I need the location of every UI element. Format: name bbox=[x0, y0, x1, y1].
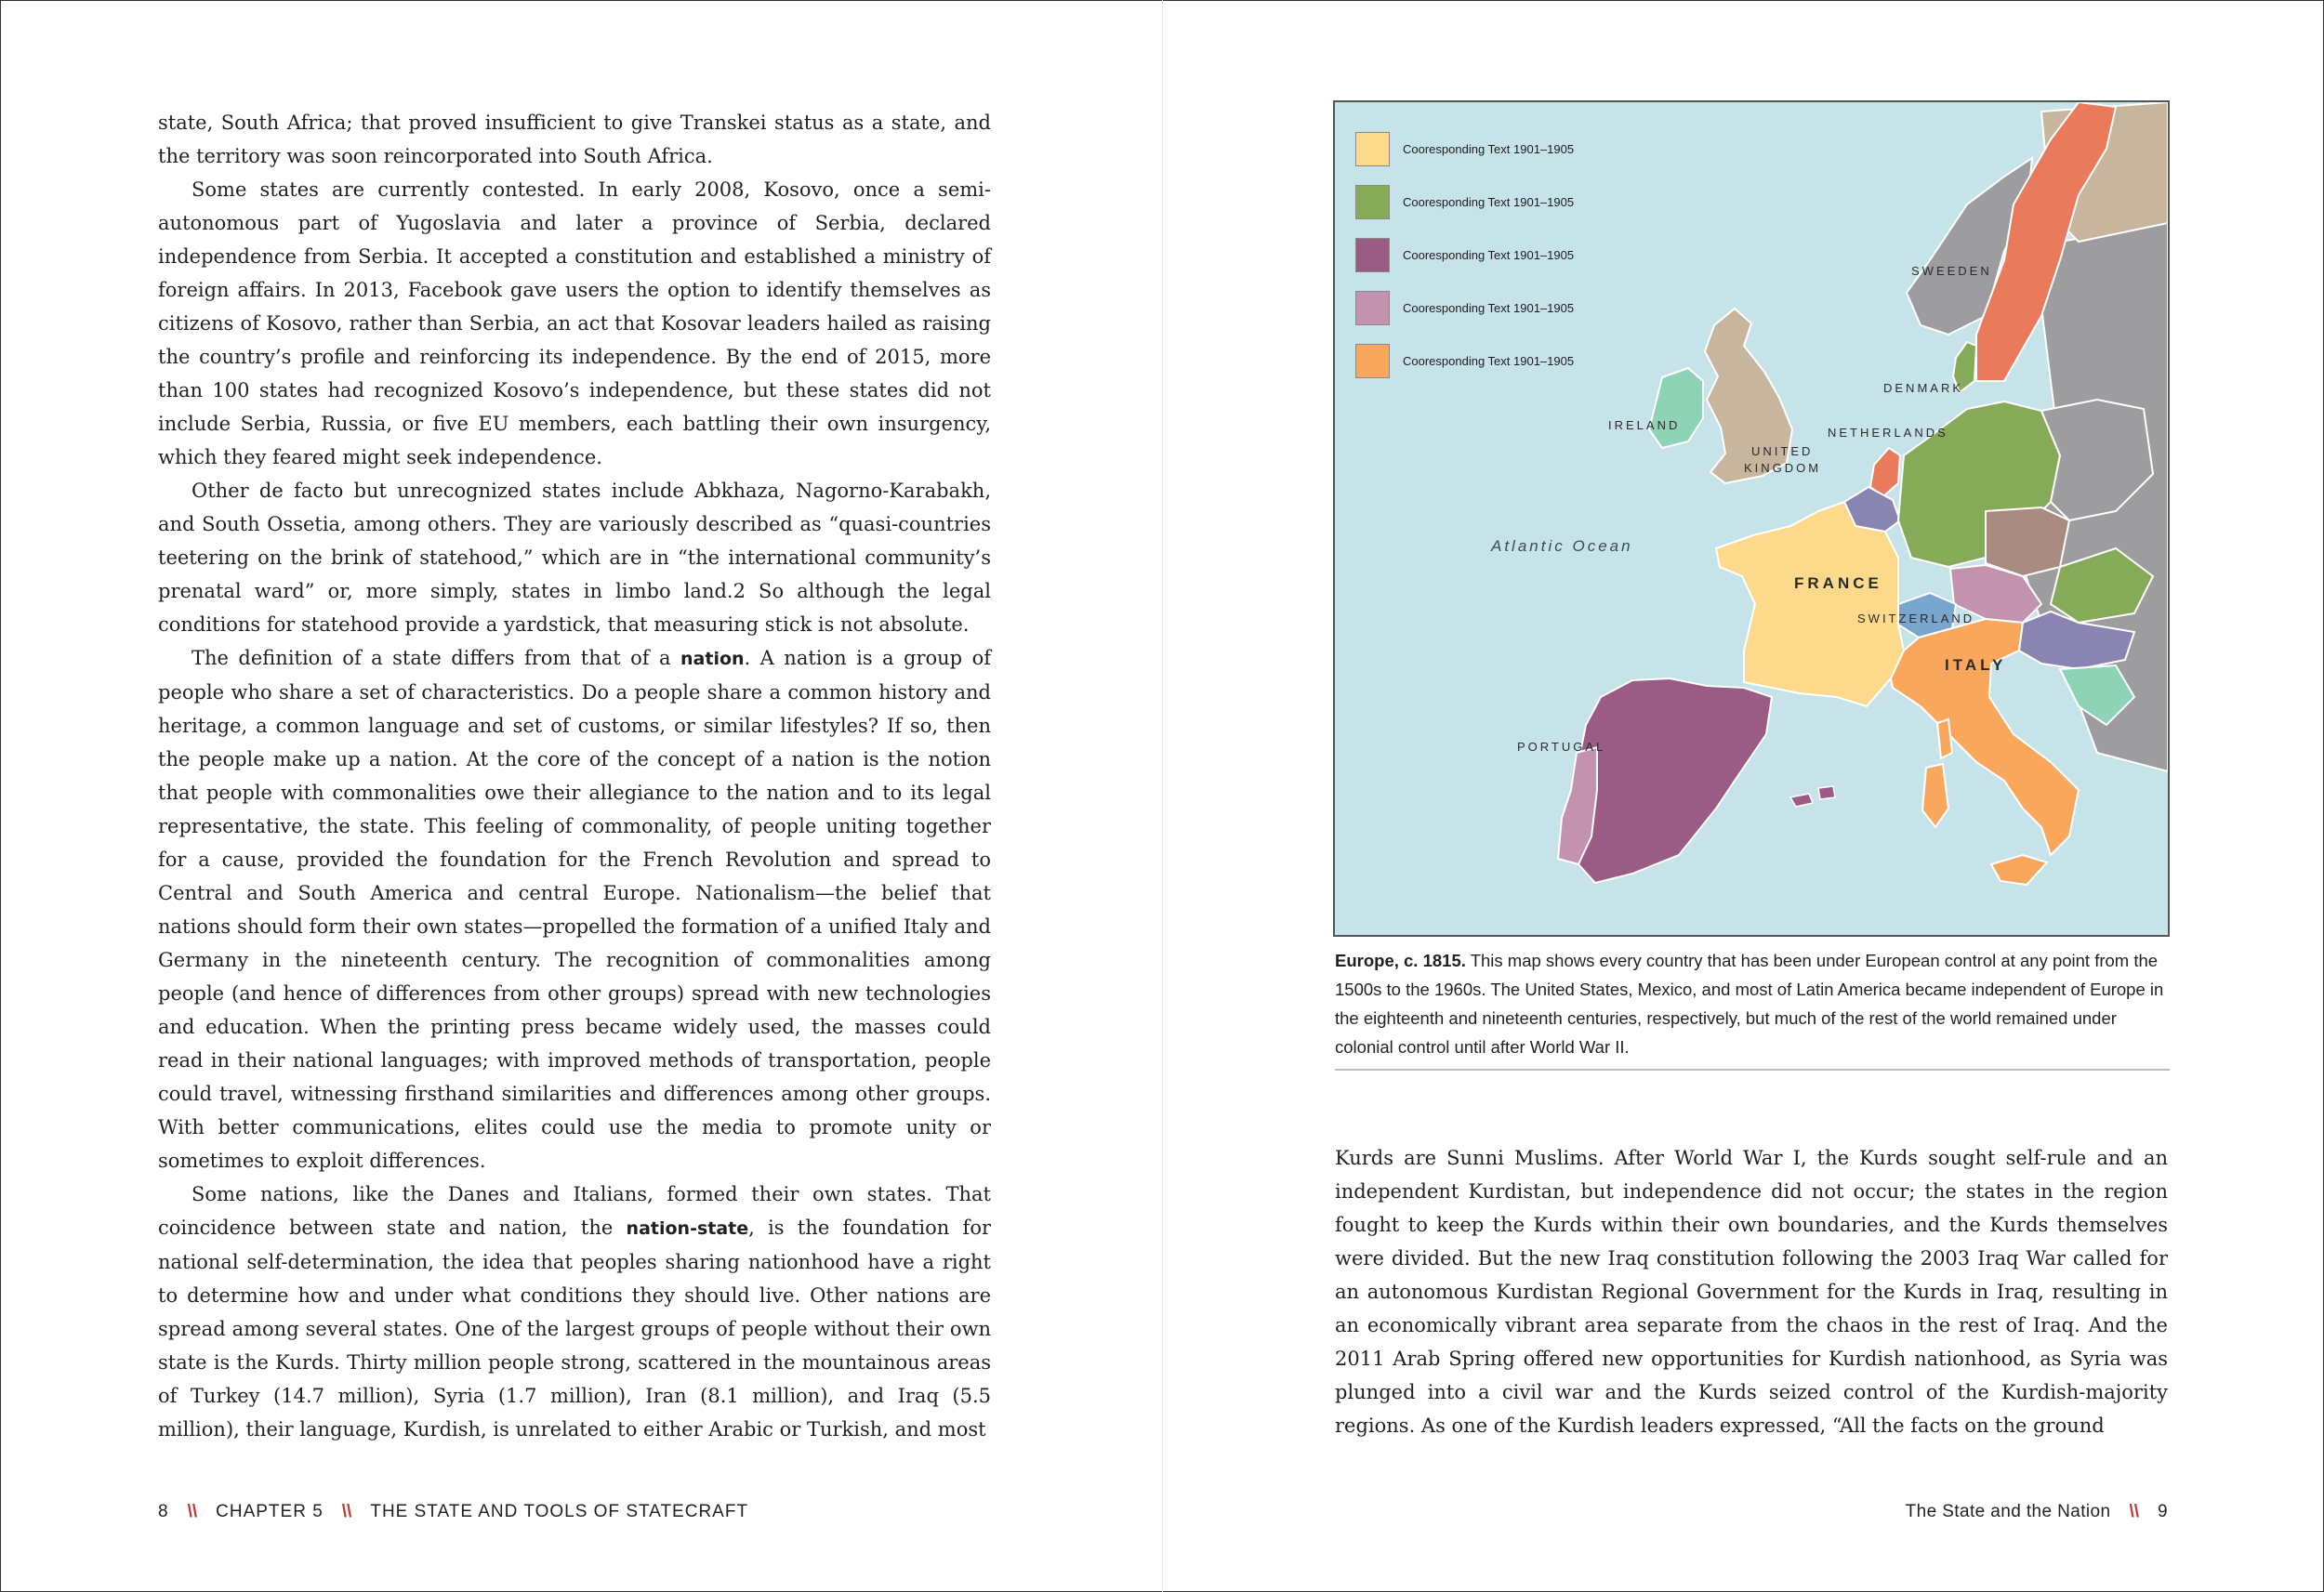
legend-label: Cooresponding Text 1901–1905 bbox=[1403, 354, 1575, 368]
legend-swatch bbox=[1355, 291, 1390, 325]
key-term: nation bbox=[680, 649, 745, 669]
legend-item bbox=[1355, 176, 1574, 229]
page-number-left: 8 bbox=[158, 1502, 169, 1521]
legend-item bbox=[1355, 229, 1574, 282]
label-united-kingdom-line1: UNITED bbox=[1751, 444, 1814, 458]
map-caption bbox=[1335, 946, 2170, 1071]
label-france: FRANCE bbox=[1794, 574, 1882, 592]
legend-swatch bbox=[1355, 132, 1390, 166]
label-italy: ITALY bbox=[1945, 656, 2007, 674]
label-atlantic-ocean: Atlantic Ocean bbox=[1491, 537, 1633, 555]
legend-item bbox=[1355, 123, 1574, 176]
legend-label: Cooresponding Text 1901–1905 bbox=[1403, 301, 1575, 315]
legend-label: Cooresponding Text 1901–1905 bbox=[1403, 248, 1575, 262]
legend-label: Cooresponding Text 1901–1905 bbox=[1403, 195, 1575, 209]
key-term: nation-state bbox=[626, 1218, 749, 1239]
paragraph bbox=[158, 106, 991, 173]
paragraph bbox=[158, 474, 991, 641]
region-corsica bbox=[1937, 719, 1952, 758]
left-page-body bbox=[158, 106, 991, 1446]
chapter-title: THE STATE AND TOOLS OF STATECRAFT bbox=[370, 1502, 749, 1521]
paragraph-text: , is the foundation for national self-determination, the idea that peoples sharing nationhood have a right to determine how and under what conditions they should live. Other nations are spread among several states. One of the largest groups of people without their own state is the Kurds. Thirty million people strong, scattered in the mountainous areas of Turkey (14.7 million), Syria (1.7 million), Iran (8.1 million), and Iraq (5.5 million), their language, Kurdish, is unrelated to either Arabic or Turkish, and most bbox=[158, 1217, 992, 1441]
region-czech bbox=[1986, 507, 2069, 576]
footer-separator: \\ bbox=[2129, 1502, 2140, 1521]
label-ireland: IRELAND bbox=[1608, 418, 1681, 432]
paragraph-text: Kurds are Sunni Muslims. After World War I, the Kurds sought self-rule and an independent Kurdistan, but independence did not occur; the states in the region fought to keep the Kurds within their own boundaries, and the Kurds themselves were divided. But the new Iraq constitution following the 2003 Iraq War called for an autonomous Kurdistan Regional Government for the Kurds in Iraq, resulting in an economically vibrant area separate from the chaos in the rest of Iraq. And the 2011 Arab Spring offered new opportunities for Kurdish nationhood, as Syria was plunged into a civil war and the Kurds seized control of the Kurdish-majority regions. As one of the Kurdish leaders expressed, “All the facts on the ground bbox=[1335, 1147, 2168, 1437]
label-united-kingdom-line2: KINGDOM bbox=[1744, 461, 1822, 475]
label-switzerland: SWITZERLAND bbox=[1857, 612, 1975, 625]
footer-separator: \\ bbox=[341, 1502, 352, 1521]
right-page-body bbox=[1335, 1141, 2168, 1442]
paragraph-text: . A nation is a group of people who share a set of characteristics. Do a people share a common history and heritage, a common language and set of customs, or similar lifestyles? If so, then the people make up a nation. At the core of the concept of a nation is the notion that people with commonalities owe their allegiance to the nation and to its legal representative, the state. This feeling of commonality, of people uniting together for a cause, provided the foundation for the French Revolution and spread to Central and South America and central Europe. Nationalism—the belief that nations should form their own states—propelled the formation of a unified Italy and Germany in the nineteenth century. The recognition of commonalities among people (and hence of differences from other groups) spread with new technologies and education. When the printing press became widely used, the masses could read in their national languages; with improved methods of transportation, people could travel, witnessing firsthand similarities and differences among other groups. With better communications, elites could use the media to promote unity or sometimes to exploit differences. bbox=[158, 647, 991, 1172]
legend-item bbox=[1355, 335, 1574, 388]
paragraph bbox=[158, 641, 991, 1178]
legend-label: Cooresponding Text 1901–1905 bbox=[1403, 142, 1575, 156]
paragraph-text: state, South Africa; that proved insufficient to give Transkei status as a state, and the territory was soon reincorporated into South Africa. bbox=[158, 112, 991, 167]
paragraph-text: Some states are currently contested. In early 2008, Kosovo, once a semi-autonomous part of Yugoslavia and later a province of Serbia, declared independence from Serbia. It accepted a constitution and established a ministry of foreign affairs. In 2013, Facebook gave users the option to identify themselves as citizens of Kosovo, rather than Serbia, an act that Kosovar leaders hailed as raising the country’s profile and reinforcing its independence. By the end of 2015, more than 100 states had recognized Kosovo’s independence, but these states did not include Serbia, Russia, or five EU members, each battling their own insurgency, which they feared might seek independence. bbox=[158, 178, 991, 468]
left-page-footer bbox=[158, 1502, 748, 1522]
paragraph-text: Some nations, like the Danes and Italians, formed their own states. That coincidence between state and nation, the bbox=[158, 1183, 991, 1239]
label-denmark: DENMARK bbox=[1883, 381, 1964, 395]
label-portugal: PORTUGAL bbox=[1517, 740, 1606, 754]
right-page-footer bbox=[1906, 1502, 2168, 1522]
label-sweden: SWEEDEN bbox=[1911, 264, 1992, 278]
page-number-right: 9 bbox=[2158, 1502, 2168, 1521]
map-legend bbox=[1355, 123, 1574, 388]
legend-swatch bbox=[1355, 185, 1390, 219]
region-balearic bbox=[1818, 786, 1835, 799]
label-netherlands: NETHERLANDS bbox=[1828, 426, 1948, 440]
legend-item bbox=[1355, 282, 1574, 335]
paragraph bbox=[158, 173, 991, 474]
europe-map bbox=[1333, 100, 2170, 937]
caption-title: Europe, c. 1815. bbox=[1335, 951, 1466, 970]
running-title: The State and the Nation bbox=[1905, 1502, 2111, 1521]
legend-swatch bbox=[1355, 344, 1390, 378]
paragraph bbox=[1335, 1141, 2168, 1442]
paragraph-text: Other de facto but unrecognized states include Abkhaza, Nagorno-Karabakh, and South Ossetia, among others. They are variously described as “quasi-countries teetering on the brink of statehood,” which are in “the international community’s prenatal ward” or, more simply, states in limbo land.2 So although the legal conditions for statehood provide a yardstick, that measuring stick is not absolute. bbox=[158, 480, 991, 636]
book-gutter bbox=[1162, 0, 1163, 1592]
caption-text: This map shows every country that has been under European control at any point from the 1500s to the 1960s. The United States, Mexico, and most of Latin America became independent of Europe in the eighteenth and nineteenth centuries, respectively, but much of the rest of the world remained under colonial control until after World War II. bbox=[1335, 951, 2164, 1057]
legend-swatch bbox=[1355, 238, 1390, 272]
footer-separator: \\ bbox=[187, 1502, 198, 1521]
paragraph bbox=[158, 1178, 991, 1446]
paragraph-text: The definition of a state differs from that of a bbox=[191, 647, 681, 669]
chapter-label: CHAPTER 5 bbox=[216, 1502, 324, 1521]
